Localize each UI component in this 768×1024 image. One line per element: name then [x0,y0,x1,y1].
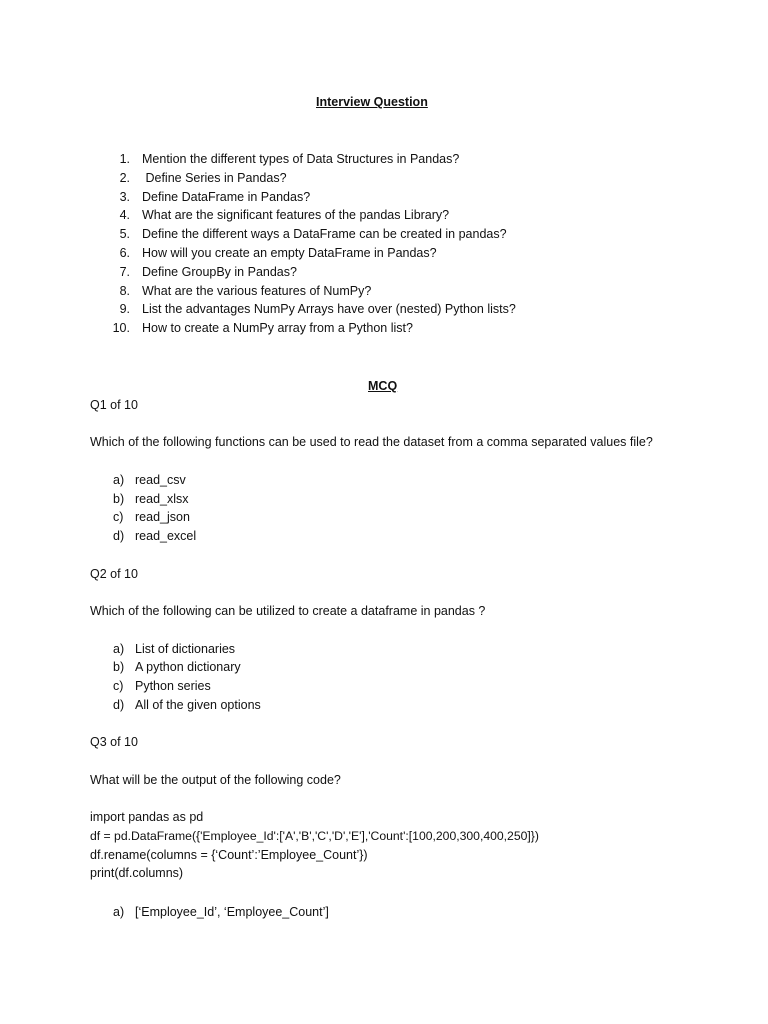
list-number: 8. [119,284,130,298]
list-item [98,209,449,222]
list-item [98,247,437,260]
list-number: 3. [119,190,130,204]
option-label: c) [113,510,124,524]
option-item [113,906,329,919]
option-text: A python dictionary [135,660,241,674]
option-item [113,511,190,524]
question-header: Q1 of 10 [90,398,138,412]
option-label: a) [113,905,125,919]
mcq-heading: MCQ [368,379,398,393]
list-number: 5. [119,227,130,241]
list-number: 2. [119,171,130,185]
option-item [113,699,261,712]
option-text: List of dictionaries [135,642,236,656]
list-item [98,266,297,279]
list-text: Mention the different types of Data Structures in Pandas? [142,152,460,166]
list-item [98,191,310,204]
option-label: b) [113,660,125,674]
list-text: List the advantages NumPy Arrays have over (nested) Python lists? [142,302,516,316]
question-text: Which of the following can be utilized to create a dataframe in pandas ? [90,604,486,618]
list-text: Define Series in Pandas? [142,171,287,185]
list-item [98,153,459,166]
list-number: 10. [112,321,130,335]
list-item [98,285,371,298]
option-item [113,493,189,506]
list-text: How to create a NumPy array from a Python list? [142,321,413,335]
question-text: Which of the following functions can be used to read the dataset from a comma separated values file? [90,435,653,449]
list-item [98,228,507,241]
list-text: What are the significant features of the pandas Library? [142,208,450,222]
option-text: read_excel [135,529,197,543]
code-line: import pandas as pd [90,810,204,824]
list-text: Define GroupBy in Pandas? [142,265,297,279]
list-number: 1. [119,152,130,166]
option-text: [‘Employee_Id’, ‘Employee_Count’] [135,905,329,919]
option-text: read_csv [135,473,186,487]
code-line: df.rename(columns = {‘Count’:’Employee_Count’}) [90,848,368,862]
option-label: d) [113,698,125,712]
option-label: d) [113,529,125,543]
list-text: Define DataFrame in Pandas? [142,190,311,204]
list-item [98,172,287,185]
list-number: 6. [119,246,130,260]
option-label: c) [113,679,124,693]
question-header: Q2 of 10 [90,567,138,581]
option-text: read_json [135,510,190,524]
list-text: Define the different ways a DataFrame can be created in pandas? [142,227,507,241]
list-text: How will you create an empty DataFrame in Pandas? [142,246,437,260]
option-item [113,474,186,487]
option-label: a) [113,473,125,487]
option-label: a) [113,642,125,656]
option-item [113,530,196,543]
list-item [98,303,516,316]
option-item [113,643,235,656]
list-number: 4. [119,208,130,222]
option-item [113,680,211,693]
code-line: df = pd.DataFrame({'Employee_Id':['A','B','C','D','E'],'Count':[100,200,300,400,250]}) [90,829,539,843]
option-item [113,661,241,674]
list-item [98,322,413,335]
page-title: Interview Question [316,95,428,109]
option-text: Python series [135,679,211,693]
code-line: print(df.columns) [90,866,184,880]
option-label: b) [113,492,125,506]
option-text: All of the given options [135,698,261,712]
list-number: 7. [119,265,130,279]
question-header: Q3 of 10 [90,735,138,749]
list-text: What are the various features of NumPy? [142,284,372,298]
list-number: 9. [119,302,130,316]
option-text: read_xlsx [135,492,189,506]
question-text: What will be the output of the following code? [90,773,341,787]
